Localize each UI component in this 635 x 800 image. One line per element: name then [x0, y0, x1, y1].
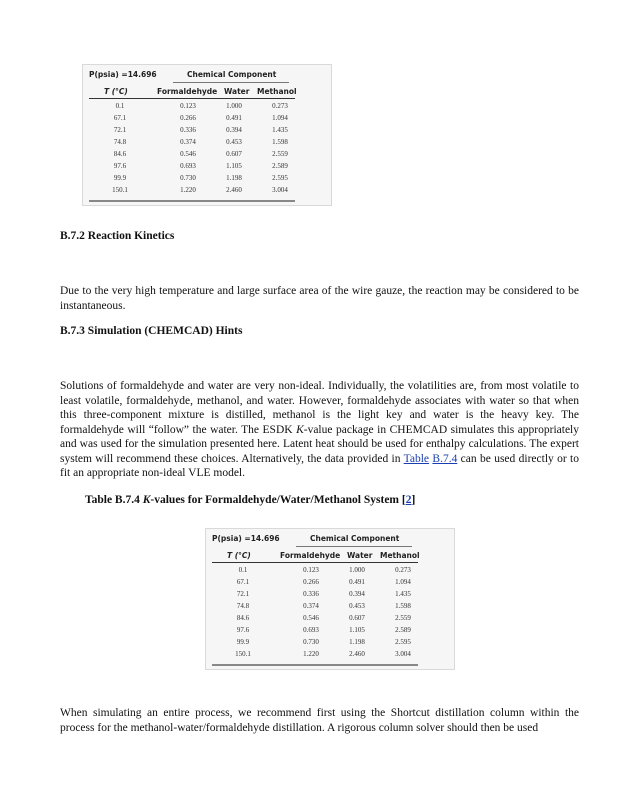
reference-link[interactable]: 2 [405, 494, 412, 506]
k-value-cell: 1.198 [349, 638, 365, 646]
k-value-cell: 1.198 [226, 174, 242, 182]
k-value-cell: 0.266 [303, 578, 319, 586]
table-caption: Table B.7.4 K-values for Formaldehyde/Water/Methanol System [2] [85, 494, 416, 506]
k-value-cell: 0.336 [303, 590, 319, 598]
table-link[interactable]: Table [403, 452, 430, 465]
temperature-cell: 150.1 [235, 650, 251, 658]
k-value-cell: 0.394 [349, 590, 365, 598]
temperature-cell: 72.1 [113, 126, 127, 134]
k-value-cell: 0.730 [180, 174, 196, 182]
k-value-cell: 0.453 [349, 602, 365, 610]
k-value-cell: 0.123 [180, 102, 196, 110]
header-rule [212, 562, 418, 563]
k-value-cell: 1.094 [272, 114, 288, 122]
temperature-cell: 0.1 [238, 566, 248, 574]
k-value-cell: 1.435 [395, 590, 411, 598]
group-underline [296, 546, 412, 547]
k-value-cell: 1.105 [226, 162, 242, 170]
col-header-water: Water [224, 87, 250, 96]
k-value-cell: 0.491 [226, 114, 242, 122]
reaction-kinetics-paragraph: Due to the very high temperature and large surface area of the wire gauze, the reaction may be considered to be instantaneous. [60, 285, 579, 312]
k-value-cell: 0.607 [226, 150, 242, 158]
header-rule [89, 98, 295, 99]
temperature-cell: 67.1 [236, 578, 250, 586]
col-header-water: Water [347, 551, 373, 560]
k-value-cell: 2.589 [395, 626, 411, 634]
k-value-cell: 0.123 [303, 566, 319, 574]
temperature-cell: 84.6 [113, 150, 127, 158]
k-value-cell: 0.546 [303, 614, 319, 622]
k-value-cell: 0.730 [303, 638, 319, 646]
k-value-cell: 0.374 [180, 138, 196, 146]
k-value-table-top [82, 64, 332, 206]
k-value-cell: 0.374 [303, 602, 319, 610]
k-value-cell: 3.004 [395, 650, 411, 658]
bottom-rule [212, 664, 418, 666]
k-value-cell: 1.220 [303, 650, 319, 658]
k-value-cell: 0.693 [303, 626, 319, 634]
k-value-cell: 2.559 [395, 614, 411, 622]
k-value-cell: 2.589 [272, 162, 288, 170]
temperature-cell: 74.8 [236, 602, 250, 610]
k-value-cell: 0.273 [395, 566, 411, 574]
pressure-label: P(psia) =14.696 [89, 70, 157, 79]
temperature-cell: 0.1 [115, 102, 125, 110]
table-number-link[interactable]: B.7.4 [432, 452, 458, 465]
k-value-cell: 0.273 [272, 102, 288, 110]
col-header-methanol: Methanol [380, 551, 420, 560]
k-value-cell: 3.004 [272, 186, 288, 194]
k-value-cell: 0.394 [226, 126, 242, 134]
section-heading-simulation-hints: B.7.3 Simulation (CHEMCAD) Hints [60, 325, 243, 337]
temperature-cell: 74.8 [113, 138, 127, 146]
col-header-temp: T (°C) [227, 551, 251, 560]
temperature-cell: 150.1 [112, 186, 128, 194]
temperature-cell: 67.1 [113, 114, 127, 122]
group-underline [173, 82, 289, 83]
temperature-cell: 99.9 [236, 638, 250, 646]
temperature-cell: 97.6 [113, 162, 127, 170]
k-value-cell: 1.598 [272, 138, 288, 146]
k-value-cell: 1.220 [180, 186, 196, 194]
temperature-cell: 72.1 [236, 590, 250, 598]
chemical-component-header: Chemical Component [187, 70, 277, 79]
chemical-component-header: Chemical Component [310, 534, 400, 543]
k-value-table-b74 [205, 528, 455, 670]
k-value-cell: 2.595 [272, 174, 288, 182]
k-value-cell: 1.105 [349, 626, 365, 634]
k-value-cell: 0.453 [226, 138, 242, 146]
k-value-cell: 0.693 [180, 162, 196, 170]
k-value-cell: 0.491 [349, 578, 365, 586]
temperature-cell: 97.6 [236, 626, 250, 634]
col-header-formaldehyde: Formaldehyde [157, 87, 218, 96]
k-value-cell: 0.336 [180, 126, 196, 134]
k-value-cell: 1.094 [395, 578, 411, 586]
k-value-cell: 2.460 [226, 186, 242, 194]
bottom-rule [89, 200, 295, 202]
k-value-cell: 1.000 [226, 102, 242, 110]
k-value-cell: 0.607 [349, 614, 365, 622]
k-value-cell: 0.266 [180, 114, 196, 122]
k-value-cell: 2.559 [272, 150, 288, 158]
k-value-cell: 1.435 [272, 126, 288, 134]
col-header-formaldehyde: Formaldehyde [280, 551, 341, 560]
closing-paragraph: When simulating an entire process, we recommend first using the Shortcut distillation column within the process for the methanol-water/formaldehyde distillation. A rigorous column solver should then be used [60, 707, 579, 734]
k-value-cell: 2.595 [395, 638, 411, 646]
k-value-cell: 1.000 [349, 566, 365, 574]
section-heading-reaction-kinetics: B.7.2 Reaction Kinetics [60, 230, 175, 242]
temperature-cell: 99.9 [113, 174, 127, 182]
pressure-label: P(psia) =14.696 [212, 534, 280, 543]
simulation-hints-paragraph: Solutions of formaldehyde and water are very non-ideal. Individually, the volatilities are, from most volatile to least volatile, formaldehyde, methanol, and water. However, formaldehyde associates with water so that when this three-component mixture is distilled, methanol is the light key and water is the heavy key. The formaldehyde will “follow” the water. The ESDK K-value package in CHEMCAD simulates this appropriately and was used for the simulation presented here. Latent heat should be used for enthalpy calculations. The expert system will recommend these choices. Alternatively, the data provided in Table B.7.4 can be used directly or to fit an appropriate non-ideal VLE model. [60, 380, 580, 479]
temperature-cell: 84.6 [236, 614, 250, 622]
col-header-methanol: Methanol [257, 87, 297, 96]
k-value-cell: 2.460 [349, 650, 365, 658]
k-value-cell: 0.546 [180, 150, 196, 158]
k-value-cell: 1.598 [395, 602, 411, 610]
col-header-temp: T (°C) [104, 87, 128, 96]
